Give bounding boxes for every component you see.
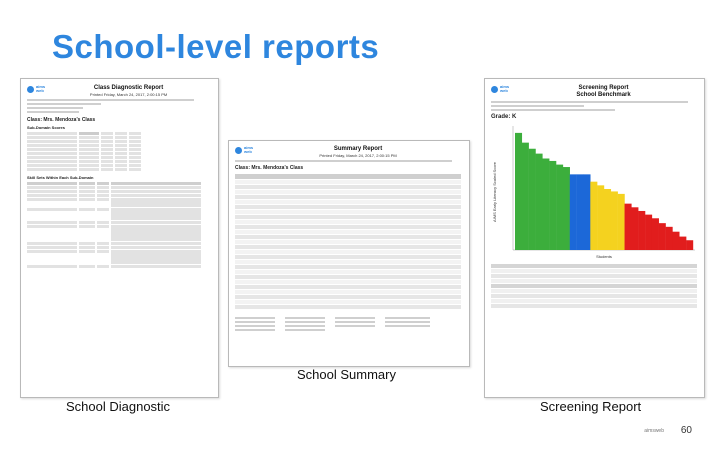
subdomain-section-label: Sub-Domain Scores [27,125,66,130]
chart-bar [604,189,611,250]
chart-bar [672,232,679,250]
summary-table [235,174,463,309]
screening-heading: Screening Report [578,85,629,91]
pearson-logo: aims web [27,85,45,93]
chart-bar [652,218,659,250]
summary-subheading: Printed Friday, March 24, 2017, 2:00:15 PM [319,153,397,158]
chart-bar [686,240,693,250]
chart-bar [666,227,673,250]
slide-title: School-level reports [52,28,380,65]
chart-bar [570,174,577,250]
footer-logo: aimsweb [644,428,664,434]
diagnostic-class-label: Class: Mrs. Mendoza's Class [27,117,96,123]
chart-bar [625,204,632,250]
chart-bar [583,174,590,250]
screening-report-thumbnail[interactable] [484,78,705,398]
y-axis-label: AIMS Early Literacy Scaled Score [492,161,497,223]
x-axis-label: Students [596,254,612,259]
caption-screening-report: Screening Report [540,399,642,414]
screening-summary-table [491,264,698,308]
screening-grade-label: Grade: K [491,114,517,120]
logo-icon [27,86,34,93]
chart-bar [618,194,625,250]
chart-bar [590,182,597,250]
chart-bar [542,159,549,251]
diagnostic-subheading: Printed Friday, March 24, 2017, 2:00:15 PM [89,92,168,97]
chart-bar [563,167,570,250]
skillsets-table [27,182,212,268]
chart-bar [536,154,543,250]
pearson-logo: aims web [235,146,253,154]
screening-subheading: School Benchmark [576,92,631,98]
summary-class-label: Class: Mrs. Mendoza's Class [235,165,304,171]
chart-bar [597,185,604,250]
diagnostic-heading: Class Diagnostic Report [93,85,164,91]
chart-bar [631,207,638,250]
chart-bar [549,161,556,250]
logo-icon [491,86,498,93]
summary-legend [235,315,463,333]
pearson-logo: aims web [491,85,509,93]
caption-school-summary: School Summary [297,367,396,382]
subdomain-table [27,132,212,171]
chart-bar [645,215,652,250]
chart-bar [659,223,666,250]
screening-bar-chart [491,122,697,262]
chart-bar [556,165,563,250]
chart-bar [515,133,522,250]
chart-bar [611,191,618,250]
chart-bars [515,133,693,250]
chart-bar [529,149,536,250]
summary-heading: Summary Report [333,146,383,152]
chart-bar [577,174,584,250]
page-number: 60 [680,425,692,436]
skillsets-section-label: Skill Sets Within Each Sub-Domain [27,175,94,180]
chart-bar [522,143,529,250]
chart-bar [679,237,686,250]
caption-school-diagnostic: School Diagnostic [66,399,171,414]
school-diagnostic-thumbnail[interactable] [20,78,219,398]
logo-icon [235,147,242,154]
chart-bar [638,211,645,250]
school-summary-thumbnail[interactable] [228,140,470,367]
